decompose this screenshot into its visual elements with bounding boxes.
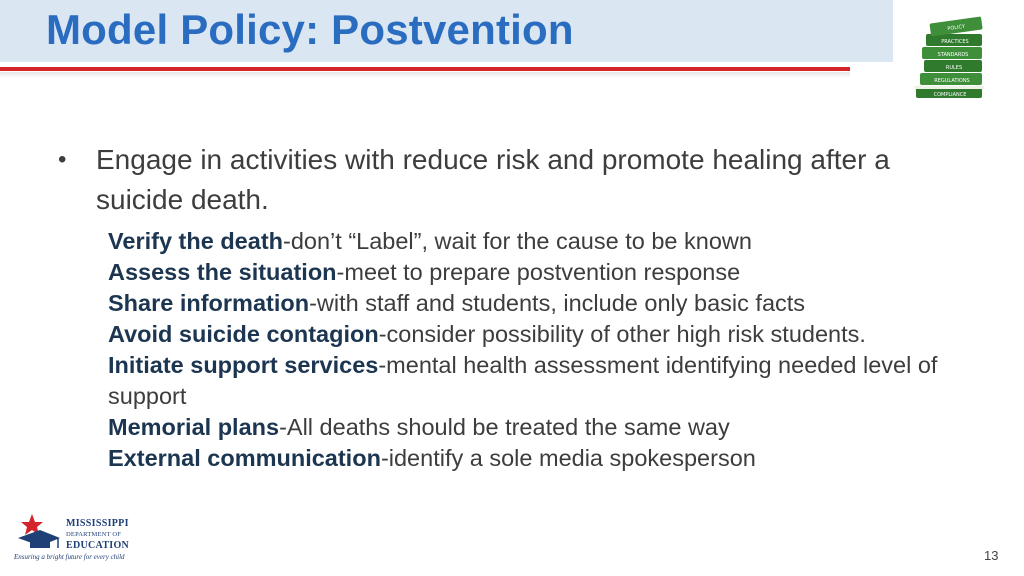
book-spine-label: COMPLIANCE [933,92,967,98]
step-title: Memorial plans [108,414,280,440]
step-detail: -consider possibility of other high risk students. [378,321,866,347]
list-item [108,288,978,319]
bullet-item [58,140,978,220]
policy-books-icon [910,6,992,102]
step-title: Assess the situation [108,259,337,285]
book-spine-label: POLICY [947,23,966,33]
list-item [108,443,978,474]
step-detail: -don’t “Label”, wait for the cause to be known [283,228,752,254]
graduation-cap-star-icon [14,512,62,552]
logo-line: EDUCATION [66,540,130,551]
book-spine-label: RULES [945,65,963,71]
step-detail: -with staff and students, include only basic facts [309,290,806,316]
step-detail: -identify a sole media spokesperson [380,445,756,471]
list-item [108,257,978,288]
book-spine-label: REGULATIONS [934,78,970,84]
book-stack [914,16,984,98]
logo-tagline: Ensuring a bright future for every child [14,553,125,561]
bullet-text: Engage in activities with reduce risk and promote healing after a suicide death. [96,144,890,215]
step-detail: -All deaths should be treated the same way [279,414,730,440]
book-spine-label: PRACTICES [941,39,969,45]
step-title: External communication [108,445,381,471]
list-item [108,412,978,443]
mde-logo [14,512,134,564]
step-title: Initiate support services [108,352,379,378]
slide-title: Model Policy: Postvention [46,6,574,53]
step-title: Avoid suicide contagion [108,321,379,347]
title-underline-shadow [0,72,850,78]
logo-wordmark [66,518,129,551]
step-title: Share information [108,290,310,316]
page-number: 13 [984,548,999,563]
logo-line: DEPARTMENT OF [66,531,122,538]
bullet-dot-icon: • [58,146,67,173]
list-item [108,350,978,412]
book-spine-label: STANDARDS [937,52,969,58]
step-detail: -meet to prepare postvention response [336,259,741,285]
logo-line: MISSISSIPPI [66,518,129,529]
list-item [108,226,978,257]
step-detail: -mental health assessment identifying needed level of support [108,352,938,409]
title-underline [0,67,850,71]
slide-content [58,140,978,474]
postvention-steps-list [108,226,978,474]
list-item [108,319,978,350]
step-title: Verify the death [108,228,283,254]
